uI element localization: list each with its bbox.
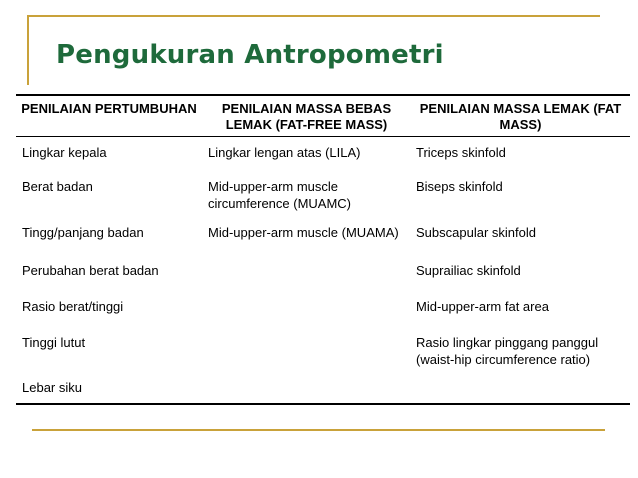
table-cell: Biseps skinfold <box>416 178 503 194</box>
bottom-accent-line <box>32 429 605 431</box>
table-cell: Tinggi lutut <box>22 334 86 350</box>
table-header-row <box>16 95 630 137</box>
table-row <box>16 137 630 171</box>
table-cell <box>411 372 630 404</box>
table-cell: Mid-upper-arm muscle (MUAMA) <box>208 224 399 240</box>
table-cell <box>202 327 411 372</box>
table-cell: Lingkar lengan atas (LILA) <box>208 145 361 160</box>
table-row <box>16 255 630 291</box>
header-fat-mass: PENILAIAN MASSA LEMAK (FAT MASS) <box>419 101 622 132</box>
table-cell: Suprailiac skinfold <box>416 262 521 278</box>
table-cell <box>202 255 411 291</box>
table-cell: Mid-upper-arm muscle circumference (MUAMC) <box>208 178 352 211</box>
table-cell: Lebar siku <box>22 379 82 395</box>
table-cell: Rasio lingkar pinggang panggul (waist-hip circumference ratio) <box>416 334 599 367</box>
table-row <box>16 217 630 255</box>
table-row <box>16 291 630 327</box>
top-accent-line <box>27 15 600 17</box>
table-cell: Berat badan <box>22 178 93 194</box>
table-cell: Subscapular skinfold <box>416 224 536 240</box>
table-cell <box>202 372 411 404</box>
anthropometry-table <box>16 94 630 405</box>
left-accent-line <box>27 15 29 85</box>
table-cell: Rasio berat/tinggi <box>22 298 124 314</box>
table-row <box>16 372 630 404</box>
table-cell: Tingg/panjang badan <box>22 224 144 240</box>
table-cell: Perubahan berat badan <box>22 262 159 278</box>
table-cell: Lingkar kepala <box>22 145 107 160</box>
header-fat-free-mass: PENILAIAN MASSA BEBAS LEMAK (FAT-FREE MASS) <box>221 101 392 132</box>
table-cell <box>202 291 411 327</box>
header-growth: PENILAIAN PERTUMBUHAN <box>21 101 197 116</box>
table-cell: Mid-upper-arm fat area <box>416 298 549 314</box>
table-row <box>16 327 630 372</box>
table-row <box>16 171 630 217</box>
page-title: Pengukuran Antropometri <box>56 40 444 70</box>
table-cell: Triceps skinfold <box>416 145 506 160</box>
